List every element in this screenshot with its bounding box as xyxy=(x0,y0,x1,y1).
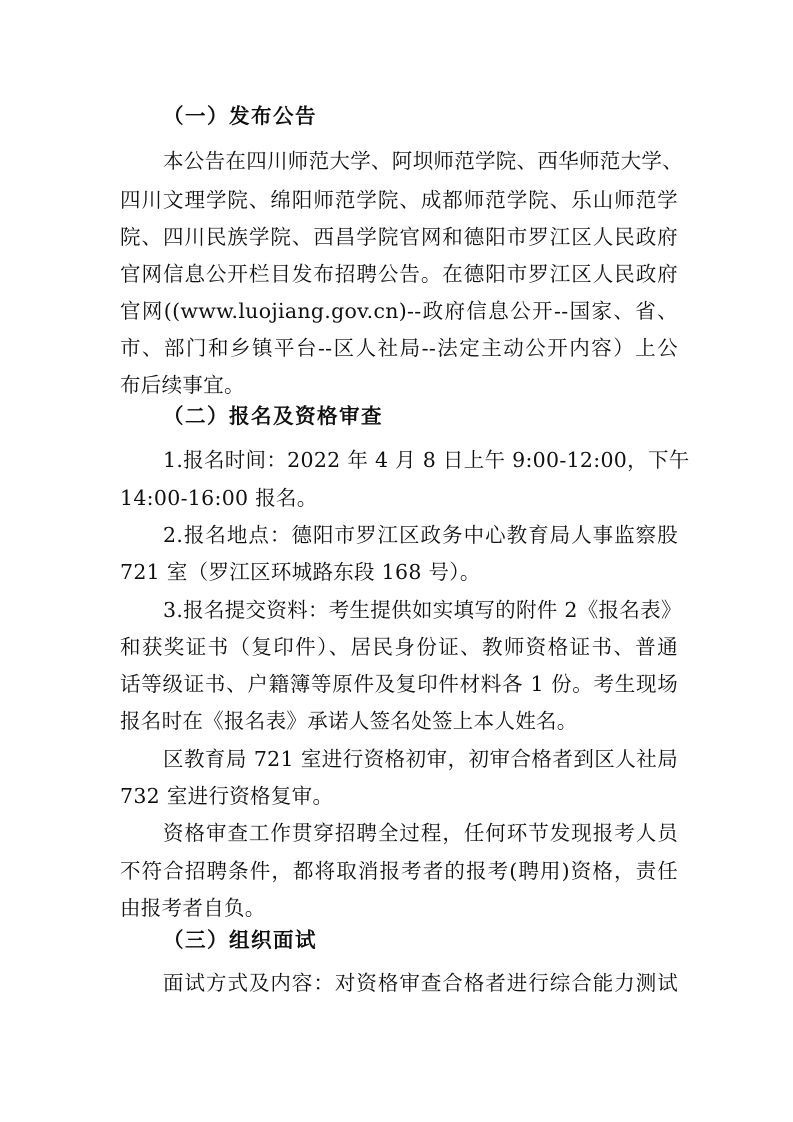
section-heading-interview: （三）组织面试 xyxy=(163,928,317,952)
paragraph-line: 布后续事宜。 xyxy=(120,373,245,397)
paragraph-line: 本公告在四川师范大学、阿坝师范学院、西华师范大学、 xyxy=(163,149,683,173)
paragraph-line: 2.报名地点：德阳市罗江区政务中心教育局人事监察股 xyxy=(163,523,678,547)
paragraph-line: 面试方式及内容：对资格审查合格者进行综合能力测试 xyxy=(163,971,678,995)
paragraph-line: 话等级证书、户籍簿等原件及复印件材料各 1 份。考生现场 xyxy=(120,672,678,696)
paragraph-line: 报名时在《报名表》承诺人签名处签上本人姓名。 xyxy=(120,709,578,733)
paragraph-line: 市、部门和乡镇平台--区人社局--法定主动公开内容）上公 xyxy=(120,336,678,360)
paragraph-line: 资格审查工作贯穿招聘全过程，任何环节发现报考人员 xyxy=(163,821,678,845)
paragraph-line: 院、四川民族学院、西昌学院官网和德阳市罗江区人民政府 xyxy=(120,225,678,249)
paragraph-line: 721 室（罗江区环城路东段 168 号）。 xyxy=(120,560,481,584)
paragraph-line: 732 室进行资格复审。 xyxy=(120,784,334,808)
paragraph-line: 1.报名时间：2022 年 4 月 8 日上午 9:00-12:00，下午 xyxy=(163,448,690,472)
paragraph-line: 官网((www.luojiang.gov.cn)--政府信息公开--国家、省、 xyxy=(120,299,678,323)
paragraph-line: 不符合招聘条件，都将取消报考者的报考(聘用)资格，责任 xyxy=(120,859,678,883)
paragraph-line: 由报考者自负。 xyxy=(120,896,266,920)
paragraph-line: 区教育局 721 室进行资格初审，初审合格者到区人社局 xyxy=(163,747,678,771)
section-heading-registration: （二）报名及资格审查 xyxy=(163,404,383,428)
paragraph-line: 官网信息公开栏目发布招聘公告。在德阳市罗江区人民政府 xyxy=(120,262,678,286)
paragraph-line: 和获奖证书（复印件）、居民身份证、教师资格证书、普通 xyxy=(120,635,678,659)
paragraph-line: 14:00-16:00 报名。 xyxy=(120,486,318,510)
section-heading-publish: （一）发布公告 xyxy=(163,104,317,128)
paragraph-line: 3.报名提交资料：考生提供如实填写的附件 2《报名表》 xyxy=(163,598,682,622)
paragraph-line: 四川文理学院、绵阳师范学院、成都师范学院、乐山师范学 xyxy=(120,188,678,212)
